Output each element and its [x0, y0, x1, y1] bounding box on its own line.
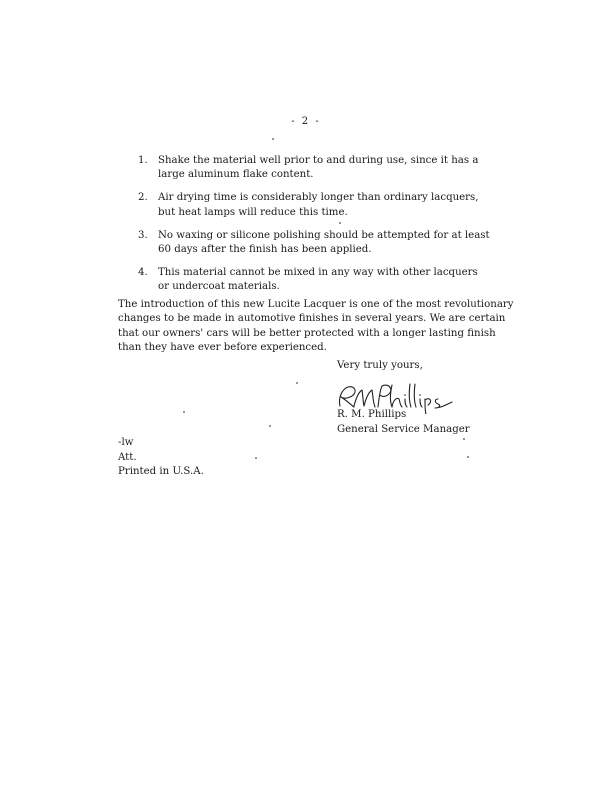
list-item-text: [158, 266, 518, 294]
list-item-3: [138, 229, 518, 257]
attachment-note: Att.: [118, 451, 137, 463]
paragraph-line: than they have ever before experienced.: [118, 342, 327, 354]
list-item-line: but heat lamps will reduce this time.: [158, 206, 348, 218]
list-item-number: 2.: [138, 192, 148, 204]
scan-speck: [339, 222, 341, 224]
body-paragraph: [118, 298, 548, 356]
scan-speck: [183, 411, 185, 413]
numbered-list: [138, 154, 518, 304]
paragraph-line: The introduction of this new Lucite Lacquer is one of the most revolutionary: [118, 299, 514, 310]
list-item-line: This material cannot be mixed in any way with other lacquers: [158, 267, 478, 279]
list-item-line: or undercoat materials.: [158, 281, 280, 293]
page-number: - 2 -: [291, 116, 321, 127]
list-item-line: 60 days after the finish has been applied.: [158, 244, 372, 256]
scan-speck: [463, 438, 465, 440]
scan-speck: [467, 456, 469, 458]
list-item-line: large aluminum flake content.: [158, 169, 314, 181]
paragraph-line: changes to be made in automotive finishes in several years. We are certain: [118, 313, 506, 325]
list-item-1: [138, 154, 518, 182]
typist-initials: -lw: [118, 437, 134, 448]
signer-title: General Service Manager: [337, 423, 470, 435]
scan-speck: [296, 382, 298, 384]
signer-name: R. M. Phillips: [337, 409, 407, 420]
list-item-2: [138, 191, 518, 219]
scan-speck: [272, 138, 274, 140]
closing-line: Very truly yours,: [337, 360, 423, 371]
print-note: Printed in U.S.A.: [118, 466, 204, 477]
list-item-4: [138, 266, 518, 294]
signer-block: [337, 408, 470, 437]
footer-notes: [118, 436, 204, 480]
paragraph-line: that our owners' cars will be better protected with a longer lasting finish: [118, 327, 496, 339]
list-item-text: [158, 191, 518, 219]
list-item-number: 4.: [138, 267, 148, 279]
list-item-text: [158, 154, 518, 182]
scan-speck: [255, 457, 257, 459]
list-item-line: Air drying time is considerably longer than ordinary lacquers,: [158, 192, 479, 204]
list-item-number: 1.: [138, 155, 148, 166]
list-item-number: 3.: [138, 229, 148, 241]
list-item-line: No waxing or silicone polishing should be attempted for at least: [158, 229, 490, 241]
list-item-text: [158, 229, 518, 257]
list-item-line: Shake the material well prior to and during use, since it has a: [158, 155, 479, 166]
scan-speck: [269, 425, 271, 427]
